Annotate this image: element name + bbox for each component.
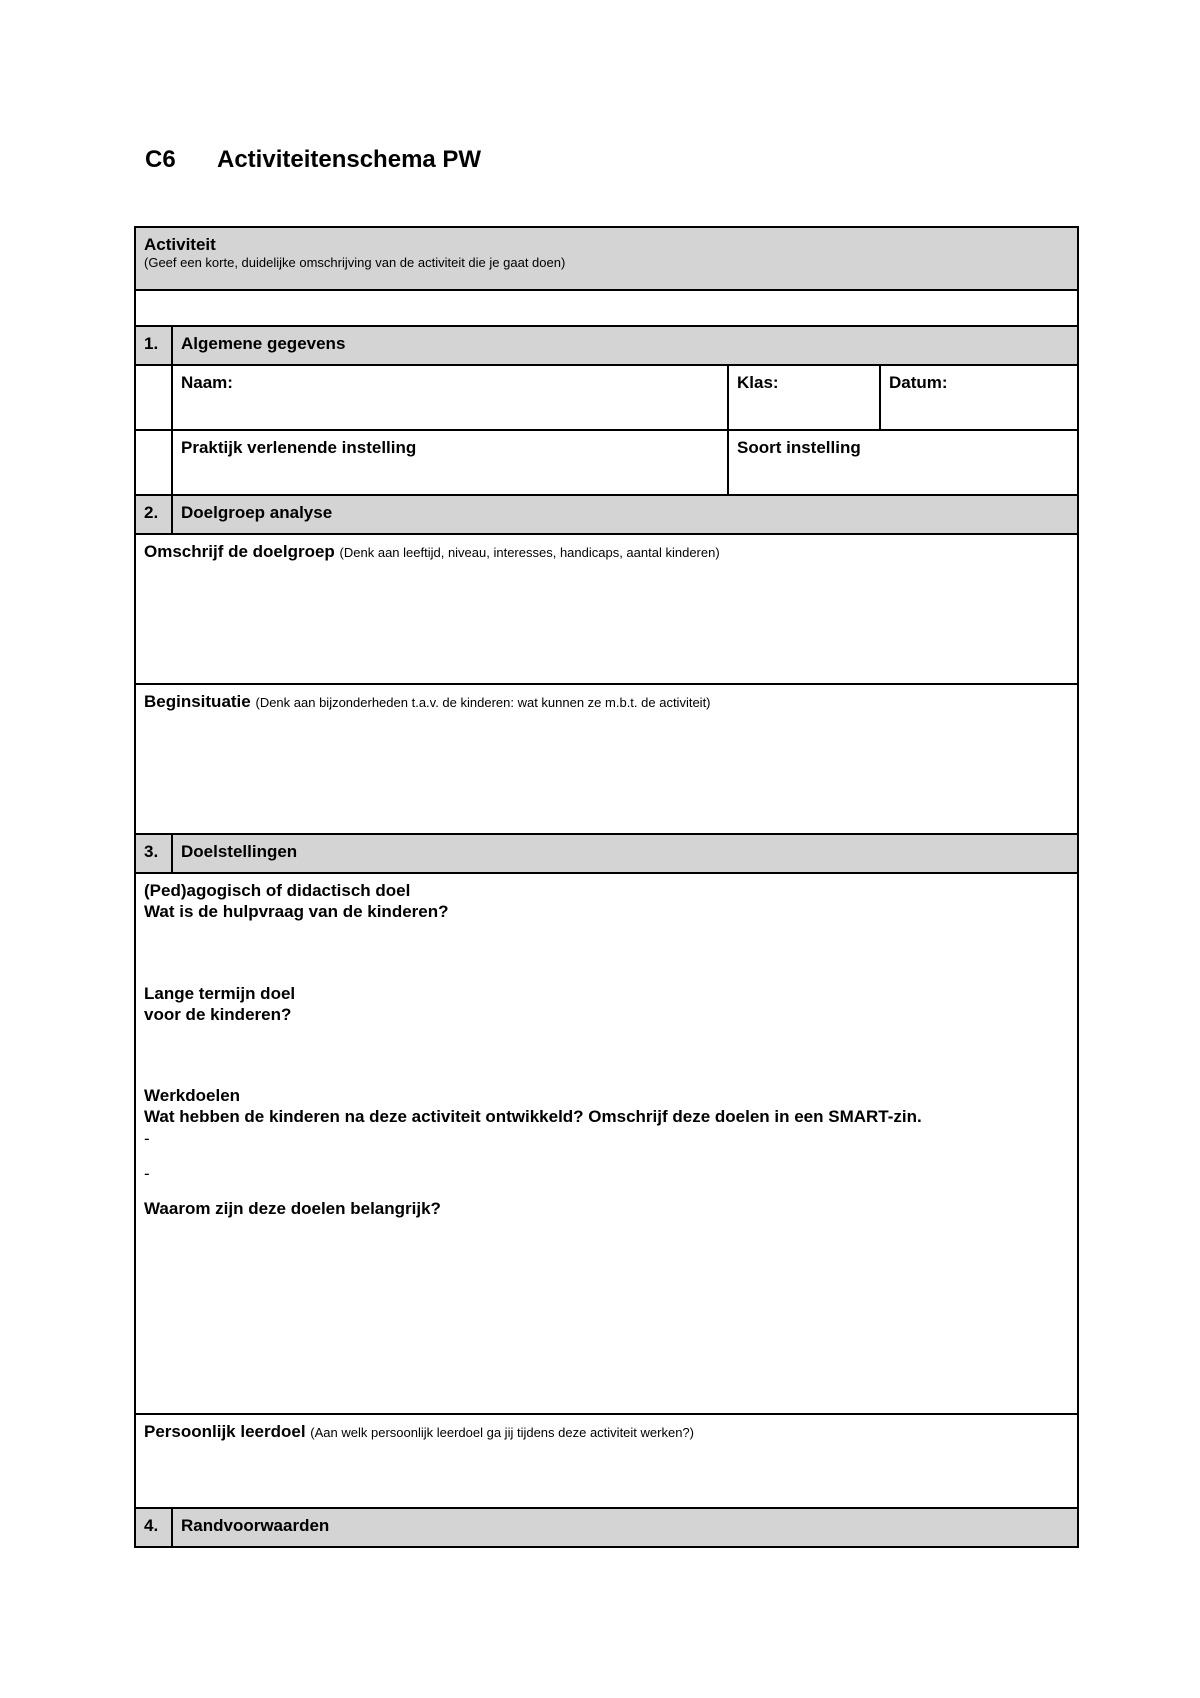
name-field[interactable] xyxy=(172,365,728,430)
long-term-answer-space xyxy=(144,1025,1069,1085)
target-group-label: Omschrijf de doelgroep xyxy=(144,542,335,561)
start-situation-hint: (Denk aan bijzonderheden t.a.v. de kinderen: wat kunnen ze m.b.t. de activiteit) xyxy=(255,695,711,710)
document-title: Activiteitenschema PW xyxy=(217,146,482,173)
page-title xyxy=(145,146,481,174)
class-field[interactable] xyxy=(728,365,880,430)
section-2-number: 2. xyxy=(135,495,172,534)
start-situation-field[interactable] xyxy=(135,684,1078,834)
section-4-number: 4. xyxy=(135,1508,172,1547)
class-label: Klas: xyxy=(737,373,779,392)
goals-field[interactable] xyxy=(135,873,1078,1414)
work-goal-bullet-2: - xyxy=(144,1163,150,1183)
section-2-title: Doelgroep analyse xyxy=(172,495,1078,534)
institution-field[interactable] xyxy=(172,430,728,495)
personal-goal-hint: (Aan welk persoonlijk leerdoel ga jij tijdens deze activiteit werken?) xyxy=(310,1425,694,1440)
section-3-number: 3. xyxy=(135,834,172,873)
goal-heading: (Ped)agogisch of didactisch doel xyxy=(144,881,411,900)
start-situation-label: Beginsituatie xyxy=(144,692,251,711)
activity-hint: (Geef een korte, duidelijke omschrijving van de activiteit die je gaat doen) xyxy=(144,255,566,271)
name-label: Naam: xyxy=(181,373,233,392)
goal-question: Wat is de hulpvraag van de kinderen? xyxy=(144,902,449,922)
institution-type-field[interactable] xyxy=(728,430,1078,495)
section-4-title: Randvoorwaarden xyxy=(172,1508,1078,1547)
section-1-spacer xyxy=(135,365,172,430)
section-3-title: Doelstellingen xyxy=(172,834,1078,873)
activity-header xyxy=(135,227,1078,290)
importance-question: Waarom zijn deze doelen belangrijk? xyxy=(144,1199,441,1218)
bullet-spacer xyxy=(144,1184,1069,1198)
target-group-field[interactable] xyxy=(135,534,1078,684)
long-term-heading: Lange termijn doel xyxy=(144,983,296,1003)
personal-goal-label: Persoonlijk leerdoel xyxy=(144,1422,306,1441)
bullet-spacer xyxy=(144,1149,1069,1163)
work-goal-bullet-1: - xyxy=(144,1128,150,1148)
date-field[interactable] xyxy=(880,365,1078,430)
activity-form xyxy=(134,226,1079,1548)
activity-label: Activiteit xyxy=(144,235,216,254)
activity-input[interactable] xyxy=(135,290,1078,326)
work-goals-question: Wat hebben de kinderen na deze activiteit ontwikkeld? Omschrijf deze doelen in een SMART-zin. xyxy=(144,1107,922,1127)
long-term-question: voor de kinderen? xyxy=(144,1004,292,1024)
date-label: Datum: xyxy=(889,373,948,392)
work-goals-heading: Werkdoelen xyxy=(144,1086,241,1105)
section-1-number: 1. xyxy=(135,326,172,365)
section-code: C6 xyxy=(145,146,176,173)
institution-label: Praktijk verlenende instelling xyxy=(181,438,417,457)
target-group-hint: (Denk aan leeftijd, niveau, interesses, handicaps, aantal kinderen) xyxy=(339,545,720,560)
section-1-spacer xyxy=(135,430,172,495)
goal-answer-space xyxy=(144,923,1069,983)
personal-goal-field[interactable] xyxy=(135,1414,1078,1508)
section-1-title: Algemene gegevens xyxy=(172,326,1078,365)
institution-type-label: Soort instelling xyxy=(737,438,861,457)
